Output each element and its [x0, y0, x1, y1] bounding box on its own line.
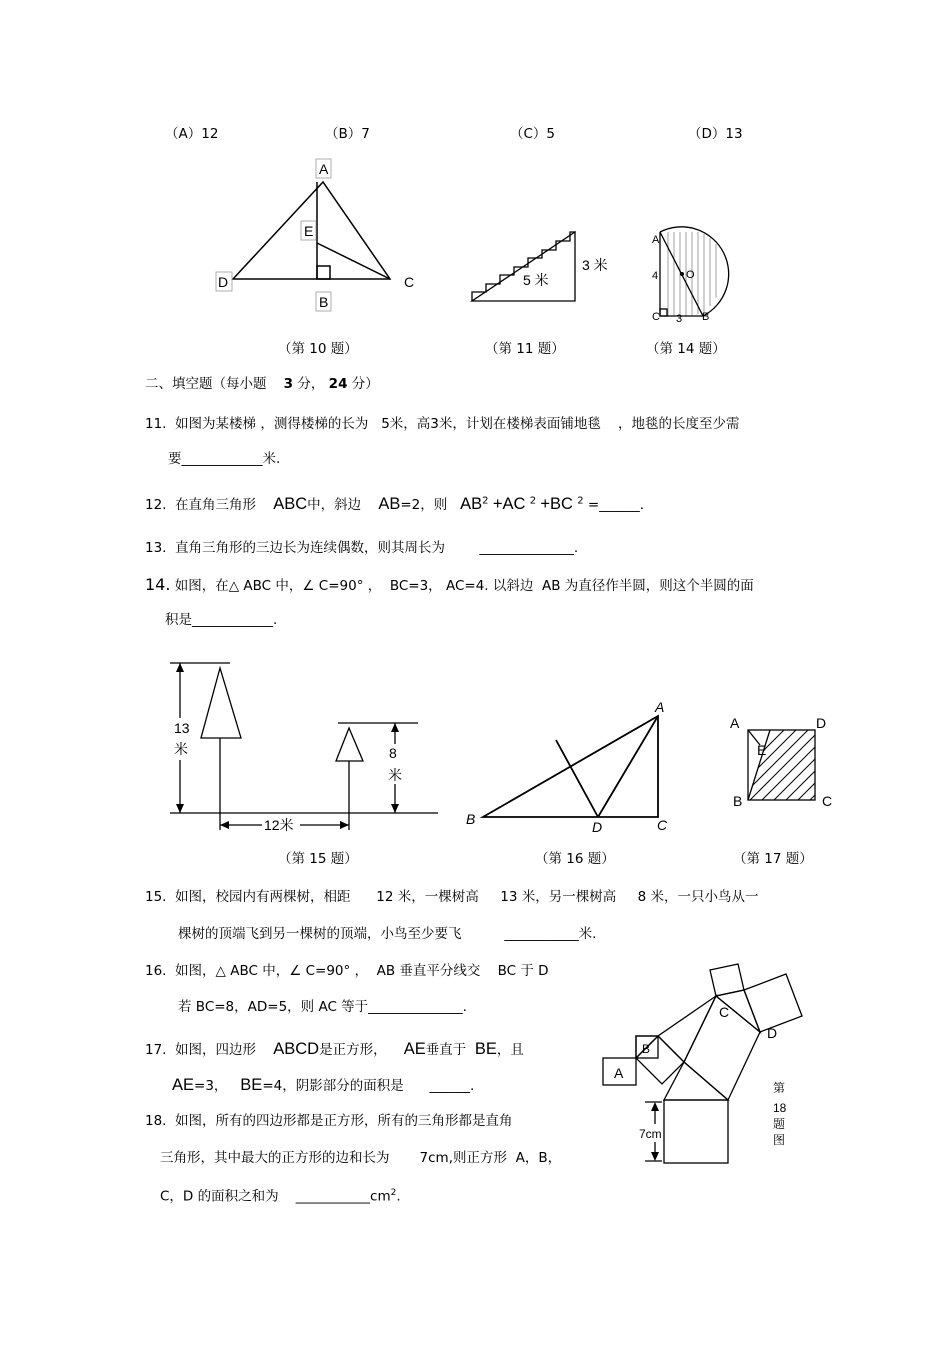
fig15-h1: 13 [174, 720, 190, 736]
q18-line1: 18. 如图，所有的四边形都是正方形，所有的三角形都是直角 [145, 1113, 513, 1129]
option-a: （A）12 [165, 126, 219, 142]
fig15-h1-unit: 米 [174, 741, 188, 757]
fig18-caption-3: 题 [773, 1117, 786, 1131]
q13: 13. 直角三角形的三边长为连续偶数，则其周长为 ______________. [145, 540, 579, 556]
fig10-label-a: A [319, 161, 329, 177]
fig15-distance: 12米 [264, 817, 294, 833]
fig17-label-b: B [733, 793, 743, 809]
fig16-label-b: B [466, 811, 476, 827]
q15-line2: 棵树的顶端飞到另一棵树的顶端，小鸟至少要飞 ___________米. [178, 926, 597, 942]
caption-q16: （第 16 题） [535, 851, 615, 867]
fig17-label-c: C [822, 793, 833, 809]
q18-line2: 三角形，其中最大的正方形的边和长为 7cm,则正方形 A，B， [160, 1150, 562, 1166]
fig18-caption-2: 18 [773, 1101, 787, 1115]
q17-line1: 17. 如图，四边形 ABCD是正方形， AE垂直于 BE，且 [145, 1040, 524, 1058]
q16-line2: 若 BC=8，AD=5，则 AC 等于______________. [178, 999, 467, 1015]
fig10-label-c: C [404, 274, 415, 290]
caption-q10: （第 10 题） [278, 341, 358, 357]
fig16-label-d: D [592, 819, 603, 835]
fig18-caption-1: 第 [773, 1081, 786, 1095]
q15-line1: 15. 如图，校园内有两棵树，相距 12 米，一棵树高 13 米，另一棵树高 8 米，一只小鸟从一 [145, 889, 759, 905]
option-c: （C）5 [510, 126, 556, 142]
fig15-h2: 8 [389, 745, 397, 761]
caption-q11: （第 11 题） [485, 341, 565, 357]
fig11-height-label: 3 米 [582, 257, 608, 273]
fig18-side-label: 7cm [639, 1127, 662, 1141]
fig15-h2-unit: 米 [388, 767, 402, 783]
fig16-label-c: C [657, 817, 668, 833]
q17-line2: AE=3， BE=4，阴影部分的面积是 ______. [172, 1076, 475, 1094]
q11-line2: 要____________米. [168, 451, 281, 467]
fig17-label-e: E [757, 742, 767, 758]
fig14-label-c: C [652, 311, 660, 323]
fig14-label-b: B [702, 311, 710, 323]
fig18-caption-4: 图 [773, 1133, 786, 1147]
fig14-label-o: O [686, 269, 695, 281]
fig18-label-b: B [642, 1042, 651, 1056]
caption-q15: （第 15 题） [278, 851, 358, 867]
q14-line1: 14. 如图，在△ ABC 中，∠ C=90° ， BC=3， AC=4. 以斜边 AB 为直径作半圆，则这个半圆的面 [145, 575, 754, 594]
option-b: （B）7 [325, 126, 370, 142]
fig10-label-d: D [218, 274, 229, 290]
q18-line3: C，D 的面积之和为 $\_\_\_\_\_\_\_\_\_\_\_cm^2$. [160, 1188, 401, 1205]
caption-q14: （第 14 题） [646, 341, 726, 357]
caption-q17: （第 17 题） [733, 851, 813, 867]
fig17-label-d: D [816, 715, 827, 731]
fig14-label-a: A [652, 234, 660, 246]
fig18-label-d: D [767, 1025, 778, 1041]
fig14-label-4: 4 [652, 270, 659, 282]
fig11-hyp-label: 5 米 [523, 272, 549, 288]
fig14-label-3: 3 [676, 313, 683, 325]
q14-line2: 积是____________. [165, 612, 278, 628]
q16-line1: 16. 如图，△ ABC 中，∠ C=90° ， AB 垂直平分线交 BC 于 D [145, 963, 549, 979]
fig16-label-a: A [655, 699, 665, 715]
q11-line1: 11. 如图为某楼梯 ，测得楼梯的长为 5米，高3米，计划在楼梯表面铺地毯 ，地毯的长度至少需 [145, 416, 740, 432]
fig10-label-b: B [319, 294, 329, 310]
section-2-heading: 二、填空题（每小题 3 分， 24 分） [145, 376, 379, 392]
fig18-label-a: A [614, 1065, 624, 1081]
fig17-label-a: A [730, 715, 740, 731]
option-d: （D）13 [688, 126, 743, 142]
fig10-label-e: E [304, 223, 314, 239]
fig18-label-c: C [719, 1004, 730, 1020]
q12: 12. 在直角三角形 ABC中，斜边 AB=2，则 $AB^2 +AC$ $^2$ +BC $^2$ =______. [145, 495, 644, 513]
